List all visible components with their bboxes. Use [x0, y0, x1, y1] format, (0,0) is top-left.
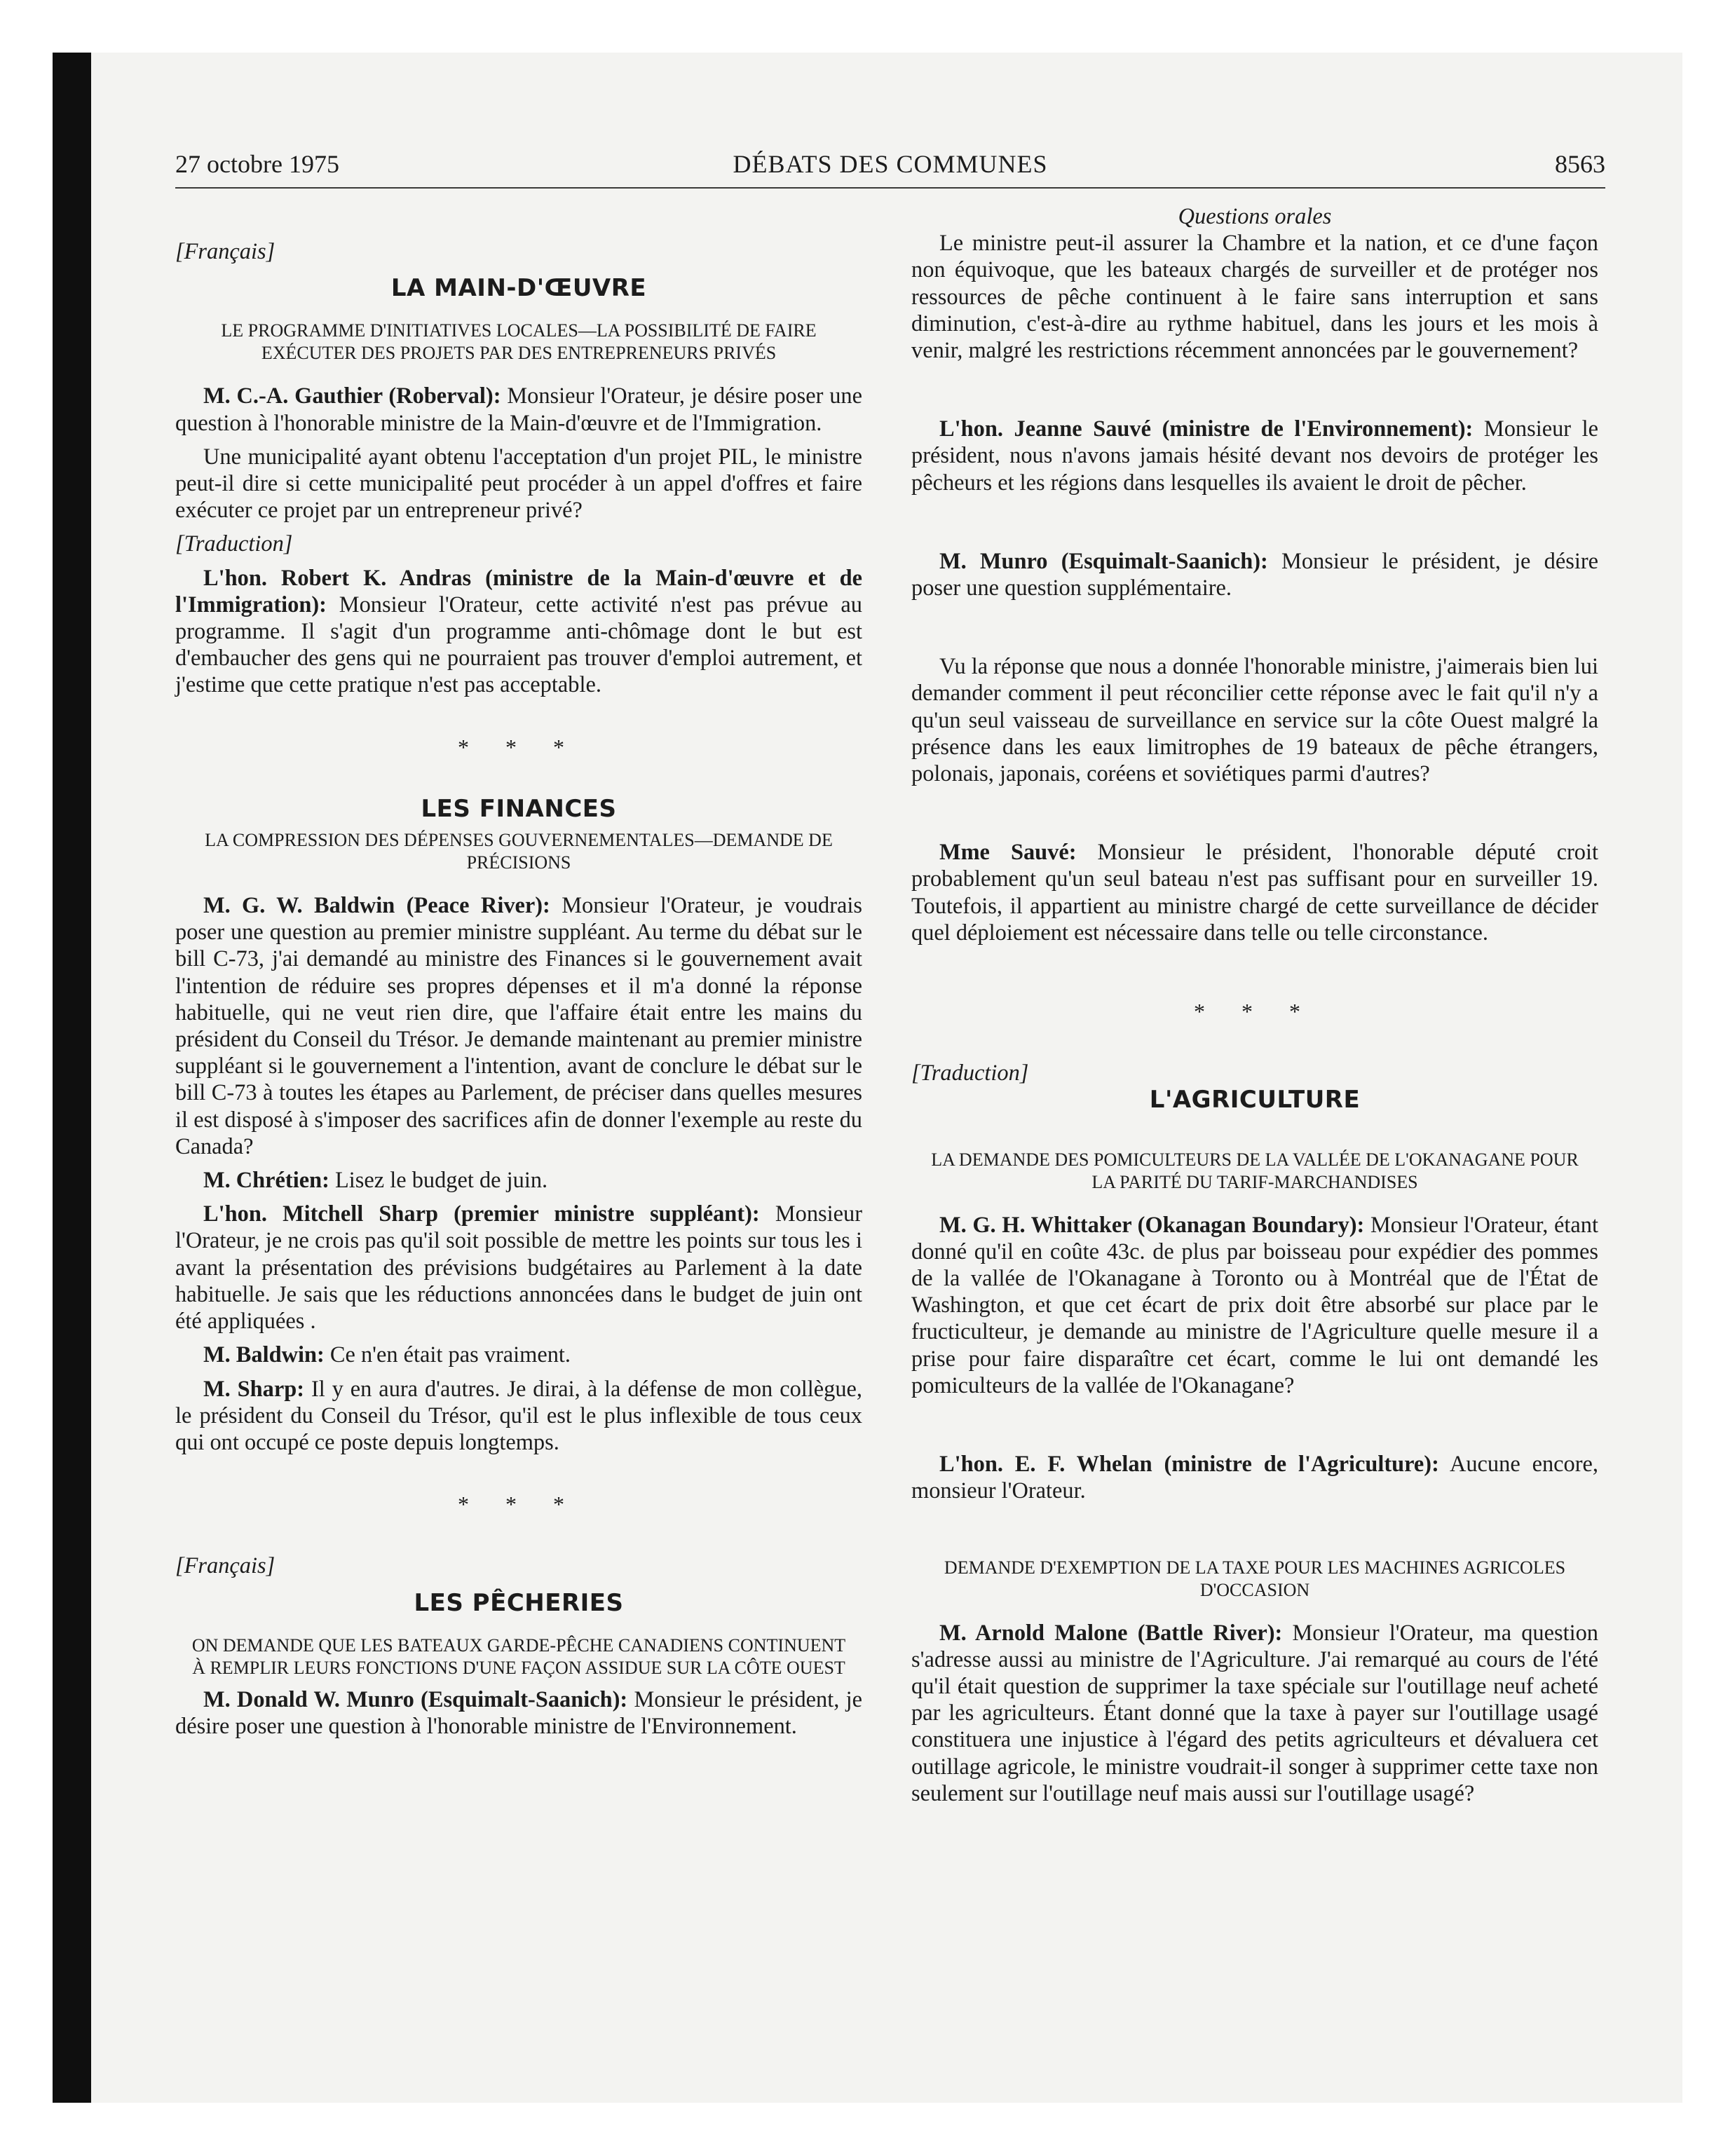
speaker-name: M. C.-A. Gauthier (Roberval): [203, 383, 501, 409]
subheading: LA DEMANDE DES POMICULTEURS DE LA VALLÉE DE L'OKANAGANE POUR LA PARITÉ DU TARIF-MARCHANDISES [931, 1149, 1579, 1192]
speaker-name: Mme Sauvé: [939, 840, 1077, 866]
paragraph [175, 1376, 862, 1456]
speaker-name: L'hon. Mitchell Sharp (premier ministre suppléant): [203, 1201, 760, 1227]
speaker-name: M. G. W. Baldwin (Peace River): [203, 893, 550, 919]
paragraph-text: Ce n'en était pas vraiment. [324, 1342, 571, 1368]
speaker-name: M. G. H. Whittaker (Okanagan Boundary): [939, 1212, 1365, 1238]
paragraph: Vu la réponse que nous a donnée l'honorable ministre, j'aimerais bien lui demander comment il peut réconcilier cette réponse avec le fait qu'il n'y a qu'un seul vaisseau de surveillance en service sur la côte Ouest malgré la présence dans les eaux limitrophes de 19 bateaux de pêche étrangers, polonais, japonais, coréens et soviétiques parmi d'autres? [911, 654, 1598, 787]
subheading: LE PROGRAMME D'INITIATIVES LOCALES—LA POSSIBILITÉ DE FAIRE EXÉCUTER DES PROJETS PAR DES ENTREPRENEURS PRIVÉS [221, 320, 817, 364]
paragraph [175, 1686, 862, 1740]
paragraph-text: Lisez le budget de juin. [329, 1168, 548, 1194]
paragraph-text: Il y en aura d'autres. Je dirai, à la défense de mon collègue, le président du Conseil du Trésor, qu'il est le plus inflexible de tous ceux qui ont occupé ce poste depuis longtemps. [175, 1376, 863, 1455]
speaker-name: M. Sharp: [203, 1376, 305, 1402]
language-marker: [Traduction] [911, 1060, 1029, 1086]
speaker-name: M. Donald W. Munro (Esquimalt-Saanich): [203, 1686, 628, 1712]
left-column [175, 238, 862, 1740]
running-section-label: Questions orales [1178, 204, 1332, 229]
paragraph: Le ministre peut-il assurer la Chambre et la nation, et ce d'une façon non équivoque, que les bateaux chargés de surveiller et de protéger nos ressources de pêche continuent à le faire sans interruption et sans diminution, c'est-à-dire au rythme habituel, dans les jours et les mois à venir, malgré les restrictions récemment annoncées par le gouvernement? [911, 231, 1598, 364]
page-number: 8563 [1555, 150, 1605, 178]
section-heading: L'AGRICULTURE [1149, 1086, 1361, 1114]
paragraph-text: Monsieur l'Orateur, cette activité n'est pas prévue au programme. Il s'agit d'un programme anti-chômage dont le but est d'embaucher des gens qui ne pourraient pas trouver d'emploi autrement, et j'estime que cette pratique n'est pas acceptable. [175, 592, 862, 698]
subheading: DEMANDE D'EXEMPTION DE LA TAXE POUR LES MACHINES AGRICOLES D'OCCASION [944, 1557, 1566, 1600]
paragraph-text: Monsieur l'Orateur, je voudrais poser une question au premier ministre suppléant. Au terme du débat sur le bill C-73, j'ai demandé au ministre des Finances si le gouvernement avait l'intention de réduire ses propres dépenses et il m'a donné la réponse habituelle, qui ne veut rien dire, que l'affaire était entre les mains du président du Conseil du Trésor. Je demande maintenant au premier ministre suppléant si le gouvernement a l'intention, avant de conclure le débat sur le bill C-73 à toutes les étapes au Parlement, de préciser dans quelles mesures il est disposé à s'imposer des sacrifices afin de donner l'exemple au reste du Canada? [175, 893, 863, 1159]
section-heading: LES FINANCES [421, 794, 617, 823]
paragraph [911, 416, 1598, 496]
document-page [91, 53, 1682, 2103]
speaker-name: M. Baldwin: [203, 1342, 325, 1368]
scan-binding-shadow [53, 53, 91, 2103]
speaker-name: M. Chrétien: [203, 1168, 329, 1194]
language-marker: [Français] [175, 1553, 275, 1579]
speaker-name: M. Munro (Esquimalt-Saanich): [939, 548, 1268, 574]
paragraph [175, 565, 862, 699]
section-separator: * * * [458, 734, 580, 760]
paragraph-text: Aucune encore, monsieur l'Orateur. [911, 1452, 1598, 1504]
paragraph [175, 1342, 862, 1368]
speaker-name: L'hon. Robert K. Andras (ministre de la Main-d'œuvre et de l'Immigration): [175, 565, 862, 618]
language-marker: [Français] [175, 239, 275, 264]
paragraph-text: Monsieur le président, l'honorable député croit probablement qu'un seul bateau n'est pas suffisant pour en surveiller 19. Toutefois, il appartient au ministre chargé de cette surveillance de décider quel déploiement est nécessaire dans telle ou telle circonstance. [911, 840, 1598, 946]
paragraph [175, 1167, 862, 1194]
paragraph [911, 1451, 1598, 1504]
right-column [911, 203, 1598, 1807]
paragraph-text: Monsieur l'Orateur, étant donné qu'il en coûte 43c. de plus par boisseau pour expédier des pommes de la vallée de l'Okanagane à Toronto ou à Montréal que de l'État de Washington, et que cet écart de prix doit être absorbé sur place par le fructiculteur, je demande au ministre de l'Agriculture quelle mesure il a prise pour faire disparaître cet écart, comme le lui ont demandé les pomiculteurs de la vallée de l'Okanagane? [911, 1212, 1598, 1398]
header-date: 27 octobre 1975 [175, 150, 339, 178]
speaker-name: L'hon. Jeanne Sauvé (ministre de l'Environnement): [939, 416, 1474, 442]
section-heading: LES PÊCHERIES [414, 1588, 624, 1617]
running-head [175, 144, 1605, 189]
paragraph-text: Monsieur le président, je désire poser une question supplémentaire. [911, 548, 1598, 601]
paragraph-text: Monsieur l'Orateur, je ne crois pas qu'il soit possible de mettre les points sur tous les i avant la présentation des prévisions budgétaires au Parlement à la date habituelle. Je sais que les réductions annoncées dans le budget de juin ont été appliquées . [175, 1201, 862, 1335]
paragraph-text: Monsieur le président, je désire poser une question à l'honorable ministre de l'Environnement. [175, 1686, 862, 1739]
subheading: LA COMPRESSION DES DÉPENSES GOUVERNEMENTALES—DEMANDE DE PRÉCISIONS [205, 830, 833, 873]
paragraph [911, 839, 1598, 946]
paragraph-text: Monsieur le président, nous n'avons jamais hésité devant nos devoirs de protéger les pêcheurs et les régions dans lesquelles ils avaient le droit de pêcher. [911, 416, 1598, 496]
paragraph [175, 1201, 862, 1335]
paragraph [911, 1620, 1598, 1807]
paragraph [175, 892, 862, 1160]
header-title: DÉBATS DES COMMUNES [733, 150, 1048, 178]
paragraph [175, 383, 862, 436]
speaker-name: M. Arnold Malone (Battle River): [939, 1620, 1283, 1646]
speaker-name: L'hon. E. F. Whelan (ministre de l'Agriculture): [939, 1452, 1439, 1478]
language-marker: [Traduction] [175, 531, 293, 557]
section-separator: * * * [1194, 999, 1316, 1025]
scan-margin [0, 0, 53, 2156]
paragraph [911, 1212, 1598, 1399]
paragraph: Une municipalité ayant obtenu l'acceptation d'un projet PIL, le ministre peut-il dire si cette municipalité peut procéder à un appel d'offres et faire exécuter ce projet par un entrepreneur privé? [175, 444, 862, 524]
paragraph-text: Monsieur l'Orateur, ma question s'adresse aussi au ministre de l'Agriculture. J'ai remarqué au cours de l'été qu'il était question de supprimer la taxe spéciale sur l'outillage neuf acheté par les agriculteurs. Étant donné que la taxe à payer sur l'outillage usagé constituera une injustice à l'égard des petits agriculteurs et dévaluera cet outillage agricole, le ministre voudrait-il songer à supprimer cette taxe non seulement sur l'outillage neuf mais aussi sur l'outillage usagé? [911, 1620, 1598, 1806]
subheading: ON DEMANDE QUE LES BATEAUX GARDE-PÊCHE CANADIENS CONTINUENT À REMPLIR LEURS FONCTIONS D'UNE FAÇON ASSIDUE SUR LA CÔTE OUEST [191, 1635, 846, 1678]
section-separator: * * * [458, 1492, 580, 1517]
paragraph [911, 548, 1598, 601]
section-heading: LA MAIN-D'ŒUVRE [390, 274, 647, 303]
paragraph-text: Monsieur l'Orateur, je désire poser une question à l'honorable ministre de la Main-d'œuvre et de l'Immigration. [175, 383, 862, 436]
